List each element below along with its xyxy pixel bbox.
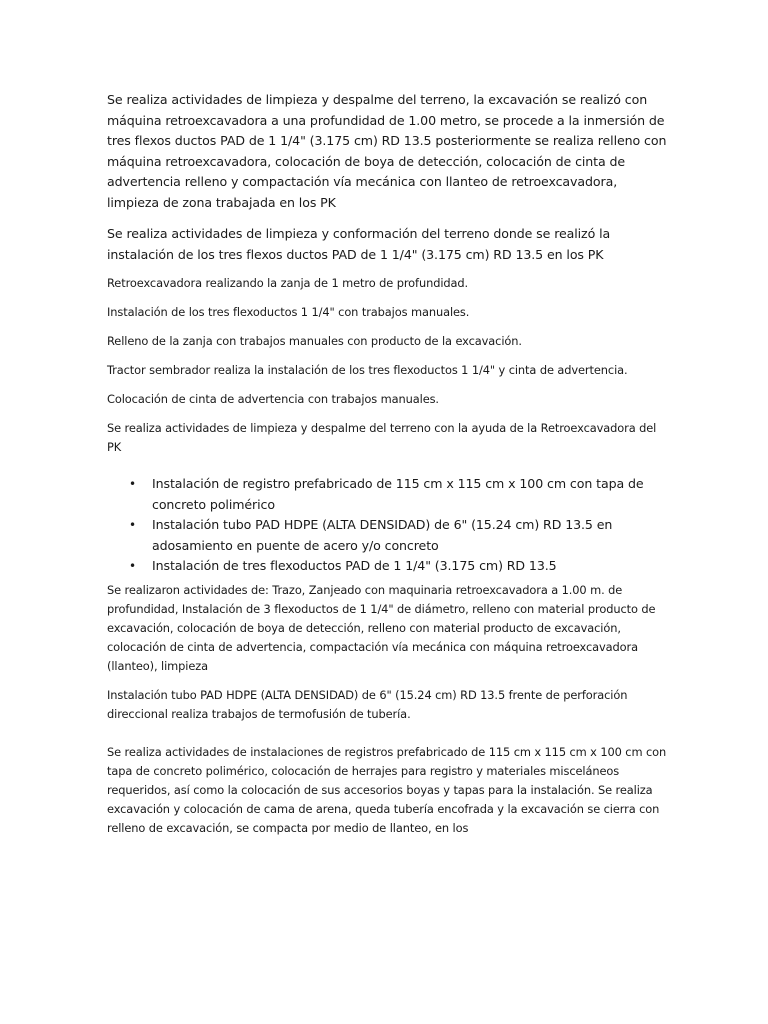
bullet-list (107, 474, 667, 577)
paragraph-limpieza-excavacion: Se realiza actividades de limpieza y despalme del terreno, la excavación se realizó con máquina retroexcavadora a una profundidad de 1.00 metro, se procede a la inmersión de tres flexos ductos PAD de 1 1/4" (3.175 cm) RD 13.5 posteriormente se realiza relleno con máquina retroexcavadora, colocación de boya de detección, colocación de cinta de advertencia relleno y compactación vía mecánica con llanteo de retroexcavadora, limpieza de zona trabajada en los PK (107, 92, 667, 210)
paragraph-tubo-hdpe: Instalación tubo PAD HDPE (ALTA DENSIDAD) de 6" (15.24 cm) RD 13.5 frente de perforación direccional realiza trabajos de termofusión de tubería. (107, 687, 628, 721)
paragraph-conformacion-terreno: Se realiza actividades de limpieza y conformación del terreno donde se realizó la instalación de los tres flexos ductos PAD de 1 1/4" (3.175 cm) RD 13.5 en los PK (107, 226, 611, 262)
list-item (107, 556, 667, 577)
line-retroexcavadora-zanja: Retroexcavadora realizando la zanja de 1 metro de profundidad. (107, 276, 469, 290)
line-instalacion-flexoductos: Instalación de los tres flexoductos 1 1/4" con trabajos manuales. (107, 305, 470, 319)
line-relleno-zanja: Relleno de la zanja con trabajos manuales con producto de la excavación. (107, 334, 522, 348)
bullet-icon: • (129, 559, 136, 573)
paragraph-actividades-realizadas: Se realizaron actividades de: Trazo, Zanjeado con maquinaria retroexcavadora a 1.00 m. de profundidad, Instalación de 3 flexoductos de 1 1/4" de diámetro, relleno con material producto de excavación, colocación de boya de detección, relleno con material producto de excavación, colocación de cinta de advertencia, compactación vía mecánica con máquina retroexcavadora (llanteo), limpieza (107, 582, 656, 673)
line-cinta-advertencia: Colocación de cinta de advertencia con trabajos manuales. (107, 392, 439, 406)
line-limpieza-despalme: Se realiza actividades de limpieza y despalme del terreno con la ayuda de la Retroexcavadora del PK (107, 421, 657, 454)
list-item-text: Instalación de registro prefabricado de 115 cm x 115 cm x 100 cm con tapa de concreto polimérico (152, 476, 644, 512)
list-item (107, 474, 667, 515)
bullet-icon: • (129, 477, 136, 491)
document-body (107, 90, 667, 838)
line-tractor-sembrador: Tractor sembrador realiza la instalación de los tres flexoductos 1 1/4" y cinta de advertencia. (107, 363, 628, 377)
paragraph-registros-prefabricados: Se realiza actividades de instalaciones de registros prefabricado de 115 cm x 115 cm x 100 cm con tapa de concreto polimérico, colocación de herrajes para registro y materiales misceláneos requeridos, así como la colocación de sus accesorios boyas y tapas para la instalación. Se realiza excavación y colocación de cama de arena, queda tubería encofrada y la excavación se cierra con relleno de excavación, se compacta por medio de llanteo, en los (107, 744, 667, 835)
list-item-text: Instalación de tres flexoductos PAD de 1 1/4" (3.175 cm) RD 13.5 (152, 558, 557, 573)
bullet-icon: • (129, 518, 136, 532)
list-item (107, 515, 667, 556)
list-item-text: Instalación tubo PAD HDPE (ALTA DENSIDAD) de 6" (15.24 cm) RD 13.5 en adosamiento en puente de acero y/o concreto (152, 517, 613, 553)
